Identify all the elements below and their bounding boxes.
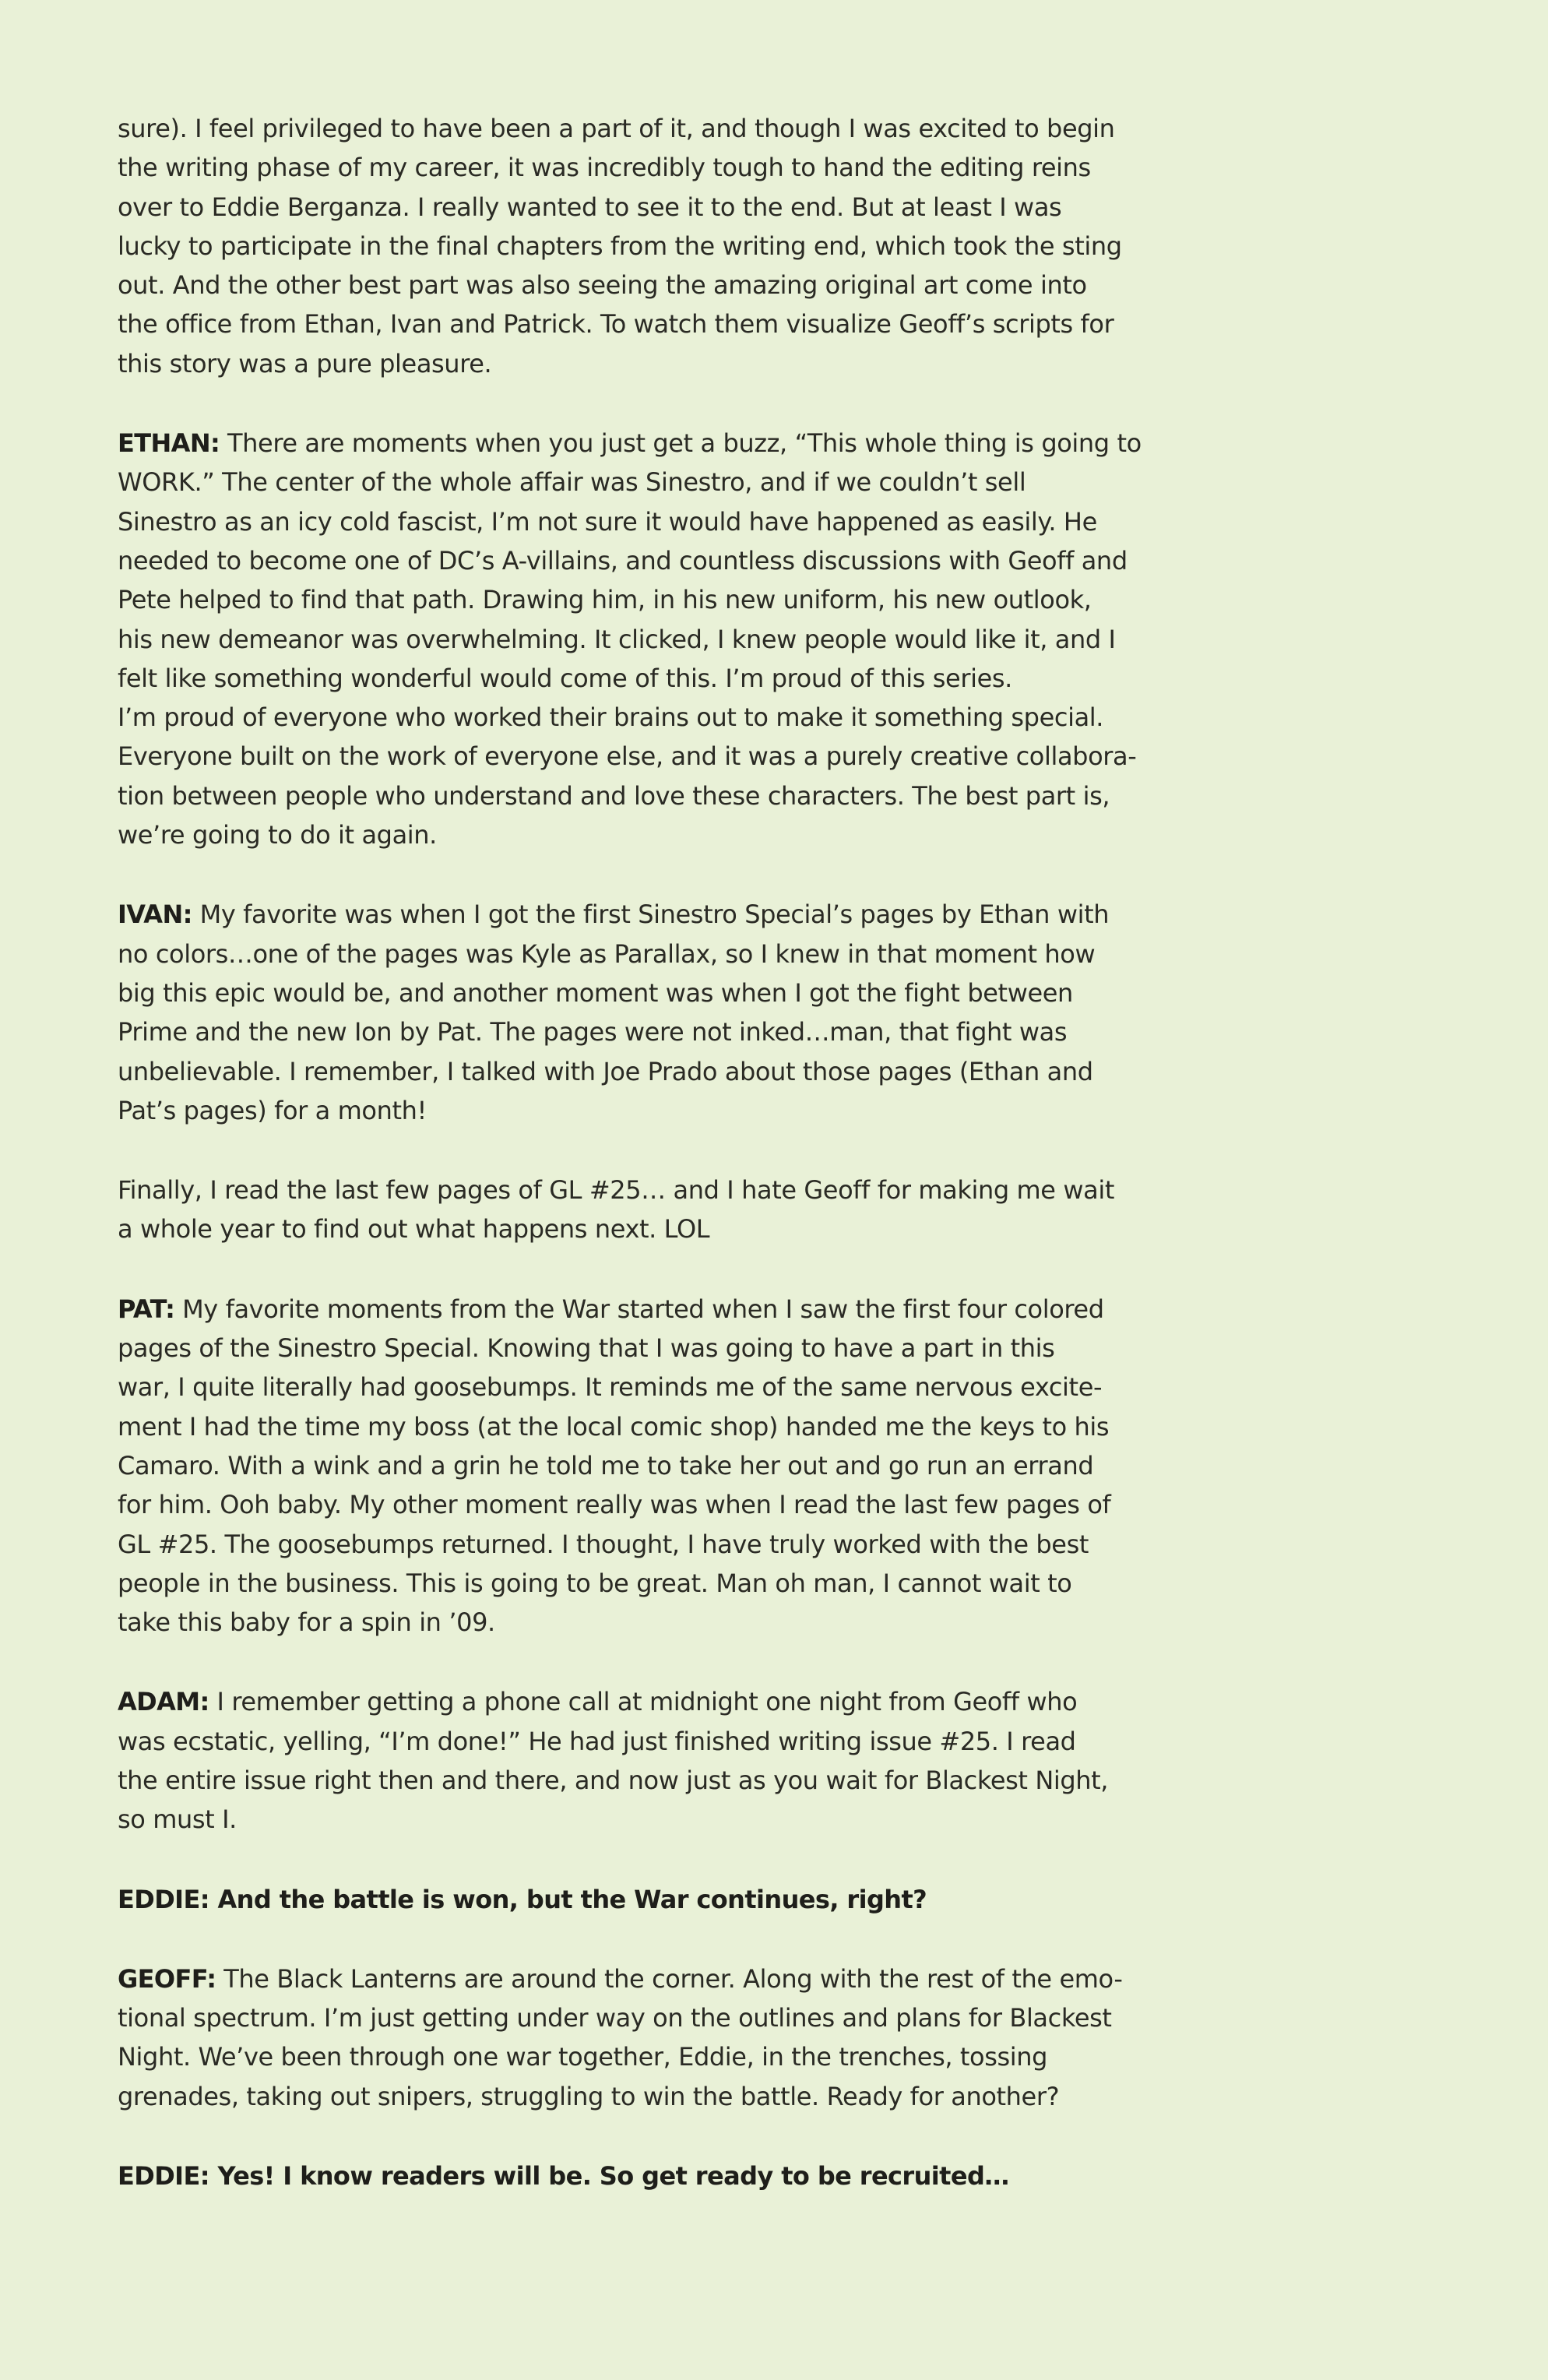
line-text: Camaro. With a wink and a grin he told me to take her out and go run an errand [118,1450,1094,1480]
text-line [118,1800,1083,1839]
text-line [118,1880,1083,1919]
body-paragraph [118,109,1122,383]
line-text: out. And the other best part was also seeing the amazing original art come into [118,270,1087,301]
text-line [118,815,1083,854]
text-line [118,266,1087,305]
text-line [118,1603,1083,1642]
text-line [118,463,1083,502]
text-line [118,541,1128,580]
text-line [118,1368,1103,1407]
line-text: Prime and the new Ion by Pat. The pages were not inked…man, that fight was [118,1017,1068,1047]
interview-answer-paragraph [118,895,1110,1130]
speaker-name: ADAM: [118,1687,209,1717]
line-text: Yes! I know readers will be. So get ready to be recruited… [217,2161,1009,2192]
line-text: the entire issue right then and there, and now just as you wait for Blackest Night, [118,1765,1109,1795]
text-line [118,305,1114,343]
line-text: take this baby for a spin in ’09. [118,1607,495,1638]
line-text: And the battle is won, but the War continues, right? [217,1884,927,1914]
line-text: grenades, taking out snipers, struggling to win the battle. Ready for another? [118,2081,1060,2111]
editor-question-paragraph [118,2156,1083,2195]
line-text: Night. We’ve been through one war together, Eddie, in the trenches, tossing [118,2042,1048,2072]
text-line [118,2037,1083,2076]
line-text: WORK.” The center of the whole affair was Sinestro, and if we couldn’t sell [118,467,1026,498]
text-line [118,344,1083,383]
line-text: Everyone built on the work of everyone else, and it was a purely creative collabora- [118,741,1137,772]
line-text: I remember getting a phone call at midnight one night from Geoff who [216,1687,1078,1717]
line-text: pages of the Sinestro Special. Knowing that I was going to have a part in this [118,1333,1055,1364]
line-text: There are moments when you just get a buzz, “This whole thing is going to [227,428,1142,459]
line-text: lucky to participate in the final chapters from the writing end, which took the sting [118,231,1122,261]
text-line [118,1564,1083,1603]
line-text: the writing phase of my career, it was incredibly tough to hand the editing reins [118,153,1091,183]
line-text: Pat’s pages) for a month! [118,1095,427,1125]
speaker-name: EDDIE: [118,2161,209,2192]
speaker-name: PAT: [118,1294,175,1324]
interview-column [118,109,1142,2195]
line-text: tion between people who understand and love these characters. The best part is, [118,780,1110,811]
text-line [118,1052,1093,1091]
line-text: was ecstatic, yelling, “I’m done!” He had just finished writing issue #25. I read [118,1726,1076,1756]
line-text: people in the business. This is going to be great. Man oh man, I cannot wait to [118,1568,1072,1598]
line-text: so must I. [118,1804,237,1835]
text-line [118,776,1110,815]
line-text: I’m proud of everyone who worked their brains out to make it something special. [118,702,1104,733]
text-line [118,1485,1111,1524]
body-paragraph [118,1171,1114,1249]
text-line [118,1290,1104,1329]
line-text: the office from Ethan, Ivan and Patrick. To watch them visualize Geoff’s scripts for [118,309,1114,340]
line-text: ment I had the time my boss (at the local comic shop) handed me the keys to his [118,1411,1110,1442]
text-line [118,895,1110,934]
text-line [118,973,1083,1012]
line-text: tional spectrum. I’m just getting under way on the outlines and plans for Blackest [118,2003,1112,2033]
text-line [118,1209,1083,1248]
line-text: needed to become one of DC’s A-villains, and countless discussions with Geoff and [118,545,1128,576]
interview-answer-paragraph [118,424,1142,854]
speaker-name: EDDIE: [118,1884,209,1914]
speaker-name: IVAN: [118,900,192,930]
line-text: My favorite moments from the War started when I saw the first four colored [182,1294,1104,1324]
speaker-name: ETHAN: [118,428,220,459]
line-text: big this epic would be, and another moment was when I got the fight between [118,977,1073,1008]
text-line [118,2156,1083,2195]
interview-answer-paragraph [118,1290,1111,1642]
line-text: Pete helped to find that path. Drawing him, in his new uniform, his new outlook, [118,585,1092,615]
text-line [118,1761,1109,1800]
text-line [118,1171,1114,1209]
line-text: Finally, I read the last few pages of GL #25… and I hate Geoff for making me wait [118,1175,1114,1206]
line-text: My favorite was when I got the first Sinestro Special’s pages by Ethan with [199,900,1110,930]
text-line [118,1959,1123,1998]
line-text: this story was a pure pleasure. [118,348,492,378]
text-line [118,1407,1110,1446]
line-text: unbelievable. I remember, I talked with Joe Prado about those pages (Ethan and [118,1056,1093,1086]
line-text: Sinestro as an icy cold fascist, I’m not sure it would have happened as easily. He [118,506,1097,537]
text-line [118,227,1122,266]
line-text: over to Eddie Berganza. I really wanted to see it to the end. But at least I was [118,192,1062,222]
text-line [118,148,1091,187]
line-text: sure). I feel privileged to have been a part of it, and though I was excited to begin [118,114,1115,143]
text-line [118,1446,1094,1485]
speaker-name: GEOFF: [118,1963,216,1994]
interview-answer-paragraph [118,1959,1123,2116]
text-line [118,1091,1083,1130]
line-text: felt like something wonderful would come of this. I’m proud of this series. [118,663,1012,693]
line-text: for him. Ooh baby. My other moment really was when I read the last few pages of [118,1490,1111,1520]
text-line [118,2077,1083,2116]
text-line [118,698,1104,737]
text-line [118,502,1097,541]
line-text: war, I quite literally had goosebumps. It reminds me of the same nervous excite- [118,1372,1103,1403]
text-line [118,1722,1083,1761]
text-line [118,1329,1083,1368]
text-line [118,659,1083,698]
line-text: a whole year to find out what happens next. LOL [118,1214,710,1245]
line-text: his new demeanor was overwhelming. It clicked, I knew people would like it, and I [118,624,1116,654]
text-line [118,935,1096,973]
text-line [118,188,1083,227]
line-text: GL #25. The goosebumps returned. I thought, I have truly worked with the best [118,1529,1089,1559]
text-line [118,1998,1112,2037]
interview-answer-paragraph [118,1682,1109,1839]
text-line [118,737,1137,776]
text-line [118,620,1116,659]
line-text: no colors…one of the pages was Kyle as Parallax, so I knew in that moment how [118,938,1096,969]
text-line [118,424,1142,463]
editor-question-paragraph [118,1880,1083,1919]
text-line [118,580,1092,619]
text-line [118,1012,1083,1051]
line-text: The Black Lanterns are around the corner. Along with the rest of the emo- [223,1963,1123,1994]
text-line [118,1525,1089,1564]
text-line [118,1682,1083,1721]
text-line [118,109,1115,148]
line-text: we’re going to do it again. [118,820,437,850]
